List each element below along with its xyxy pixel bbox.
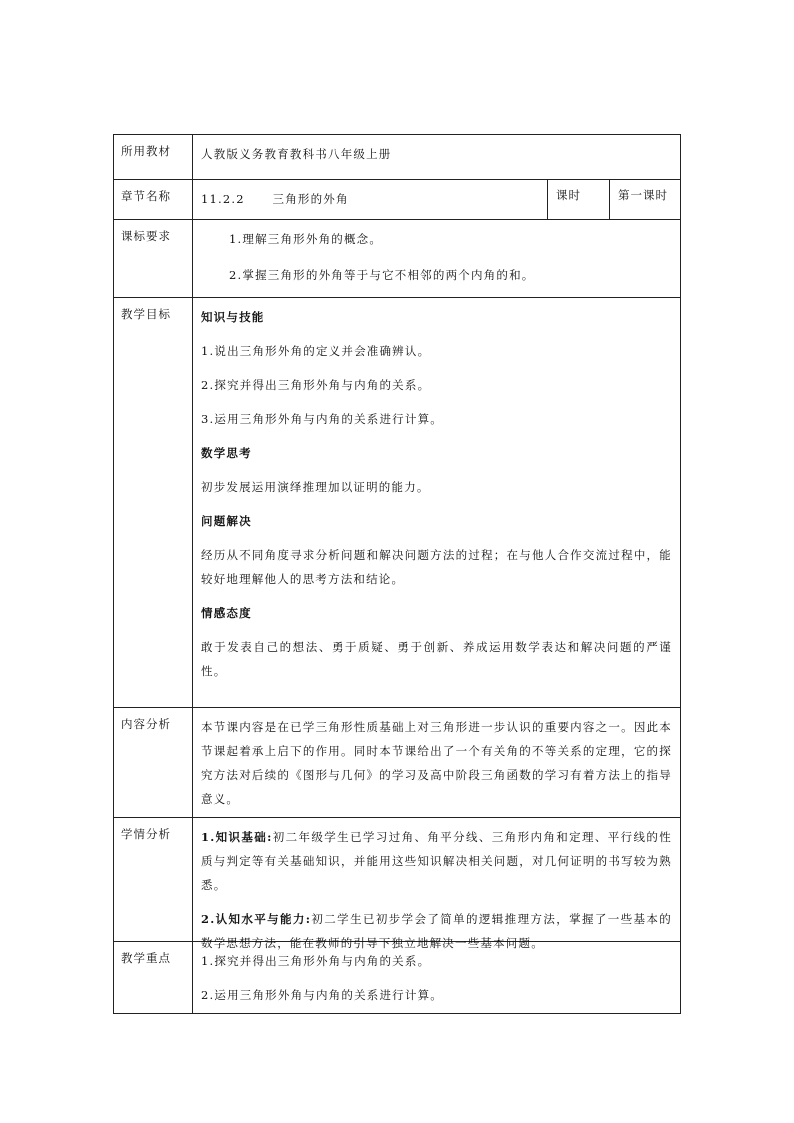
student-analysis-part-1 xyxy=(201,825,672,897)
objectives-content xyxy=(193,298,680,707)
key-point-2: 2.运用三角形外角与内角的关系进行计算。 xyxy=(201,988,443,1002)
row-student-analysis xyxy=(113,818,681,950)
thinking-heading: 数学思考 xyxy=(201,446,252,460)
chapter-value xyxy=(193,180,546,219)
part1-title: 1.知识基础: xyxy=(201,830,273,844)
attitude-text: 敢于发表自己的想法、勇于质疑、勇于创新、养成运用数学表达和解决问题的严谨性。 xyxy=(201,640,672,678)
row-content-analysis xyxy=(113,708,681,818)
label-student-analysis: 学情分析 xyxy=(114,818,193,941)
content-analysis-text: 本节课内容是在已学三角形性质基础上对三角形进一步认识的重要内容之一。因此本节课起着承上启下的作用。同时本节课给出了一个有关角的不等关系的定理，它的探究方法对后续的《图形与几何》的学习及高中阶段三角函数的学习有着方法上的指导意义。 xyxy=(201,720,672,806)
part2-title: 2.认知水平与能力: xyxy=(201,912,312,926)
row-key-points xyxy=(113,942,681,1014)
knowledge-item-2: 2.探究并得出三角形外角与内角的关系。 xyxy=(201,378,431,392)
period-label: 课时 xyxy=(547,180,609,219)
problem-heading: 问题解决 xyxy=(201,514,252,528)
chapter-title: 三角形的外角 xyxy=(272,192,349,206)
standard-item-2: 2.掌握三角形的外角等于与它不相邻的两个内角的和。 xyxy=(229,268,535,282)
content-analysis-content xyxy=(193,708,680,817)
textbook-value xyxy=(193,135,680,179)
knowledge-heading: 知识与技能 xyxy=(201,310,265,324)
knowledge-item-1: 1.说出三角形外角的定义并会准确辨认。 xyxy=(201,344,431,358)
row-textbook xyxy=(113,134,681,180)
label-content-analysis: 内容分析 xyxy=(114,708,193,817)
row-standard xyxy=(113,220,681,298)
standard-item-1: 1.理解三角形外角的概念。 xyxy=(229,232,383,246)
attitude-heading: 情感态度 xyxy=(201,606,252,620)
knowledge-item-3: 3.运用三角形外角与内角的关系进行计算。 xyxy=(201,412,443,426)
label-standard: 课标要求 xyxy=(114,220,193,297)
part2-text: 初二学生已初步学会了简单的逻辑推理方法，掌握了一些基本的数学思想方法，能在教师的引导下独立地解决一些基本问题。 xyxy=(201,912,672,950)
key-point-1: 1.探究并得出三角形外角与内角的关系。 xyxy=(201,954,431,968)
period-value: 第一课时 xyxy=(609,180,680,219)
label-textbook: 所用教材 xyxy=(114,135,193,179)
student-analysis-content xyxy=(193,818,680,950)
label-objectives: 教学目标 xyxy=(114,298,193,707)
row-objectives xyxy=(113,298,681,708)
row-chapter xyxy=(113,180,681,220)
standard-content xyxy=(193,220,680,297)
textbook-text: 人教版义务教育教科书八年级上册 xyxy=(201,147,392,161)
label-key-points: 教学重点 xyxy=(114,942,193,1013)
label-chapter: 章节名称 xyxy=(114,180,193,219)
chapter-number: 11.2.2 xyxy=(201,192,245,206)
part1-text: 初二年级学生已学习过角、角平分线、三角形内角和定理、平行线的性质与判定等有关基础知识，并能用这些知识解决相关问题，对几何证明的书写较为熟悉。 xyxy=(201,830,672,892)
problem-text: 经历从不同角度寻求分析问题和解决问题方法的过程；在与他人合作交流过程中，能较好地理解他人的思考方法和结论。 xyxy=(201,548,672,586)
key-points-content xyxy=(193,942,680,1013)
thinking-text: 初步发展运用演绎推理加以证明的能力。 xyxy=(201,480,430,494)
